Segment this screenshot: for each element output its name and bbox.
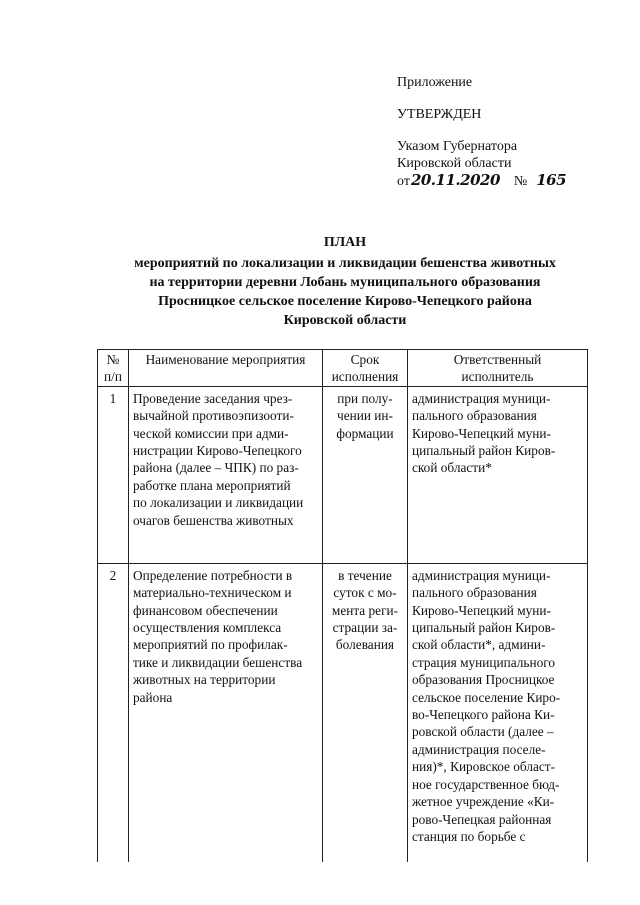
appendix-block [397, 74, 566, 190]
header-num: № п/п [98, 350, 129, 387]
handwritten-date: 20.11.2020 [410, 171, 500, 189]
table-row [98, 386, 588, 563]
handwritten-number: 165 [536, 171, 567, 189]
row-num: 2 [98, 563, 129, 862]
table-header-row [98, 350, 588, 387]
row-name: Определение потребности в материально-техническом и финансовом обеспечении осуществления комплекса мероприятий по профилак- тике и ликвидации бешенства животных на территории района [129, 563, 323, 862]
number-sign: № [513, 174, 528, 189]
approved-label: УТВЕРЖДЕН [397, 107, 482, 122]
appendix-label: Приложение [397, 75, 473, 90]
title-line-2: на территории деревни Лобань муниципального образования [149, 275, 541, 290]
row-term: при полу- чении ин- формации [323, 386, 408, 563]
title-line-4: Кировской области [283, 313, 407, 328]
row-term: в течение суток с мо- мента реги- страции за- болевания [323, 563, 408, 862]
decree-line-1: Указом Губернатора [397, 139, 518, 154]
row-name: Проведение заседания чрез- вычайной противоэпизооти- ческой комиссии при адми- нистрации Кирово-Чепецкого района (далее – ЧПК) по раз- работке плана мероприятий по локализации и ликвидации очагов бешенства животных [129, 386, 323, 563]
title-line-1: мероприятий по локализации и ликвидации бешенства животных [134, 256, 556, 271]
document-title [100, 233, 590, 330]
row-responsible: администрация муници- пального образования Кирово-Чепецкий муни- ципальный район Киров- ской области*, админи- страция муниципального образования Просницкое сельское поселение Киро- во-Чепецкого района Ки- ровской области (далее – администрация поселе- ния)*, Кировское област- ное государственное бюд- жетное учреждение «Ки- рово-Чепецкая районная станция по борьбе с [408, 563, 588, 862]
plan-heading: ПЛАН [323, 235, 367, 250]
date-prefix: от [397, 174, 410, 189]
title-line-3: Просницкое сельское поселение Кирово-Чепецкого района [158, 294, 532, 309]
decree-line-2: Кировской области [397, 156, 512, 171]
header-term: Срок исполнения [323, 350, 408, 387]
header-name: Наименование мероприятия [129, 350, 323, 387]
row-responsible: администрация муници- пального образования Кирово-Чепецкий муни- ципальный район Киров- ской области* [408, 386, 588, 563]
plan-table [97, 349, 588, 862]
decree-date-line [397, 172, 566, 190]
table-row [98, 563, 588, 862]
row-num: 1 [98, 386, 129, 563]
header-responsible: Ответственный исполнитель [408, 350, 588, 387]
